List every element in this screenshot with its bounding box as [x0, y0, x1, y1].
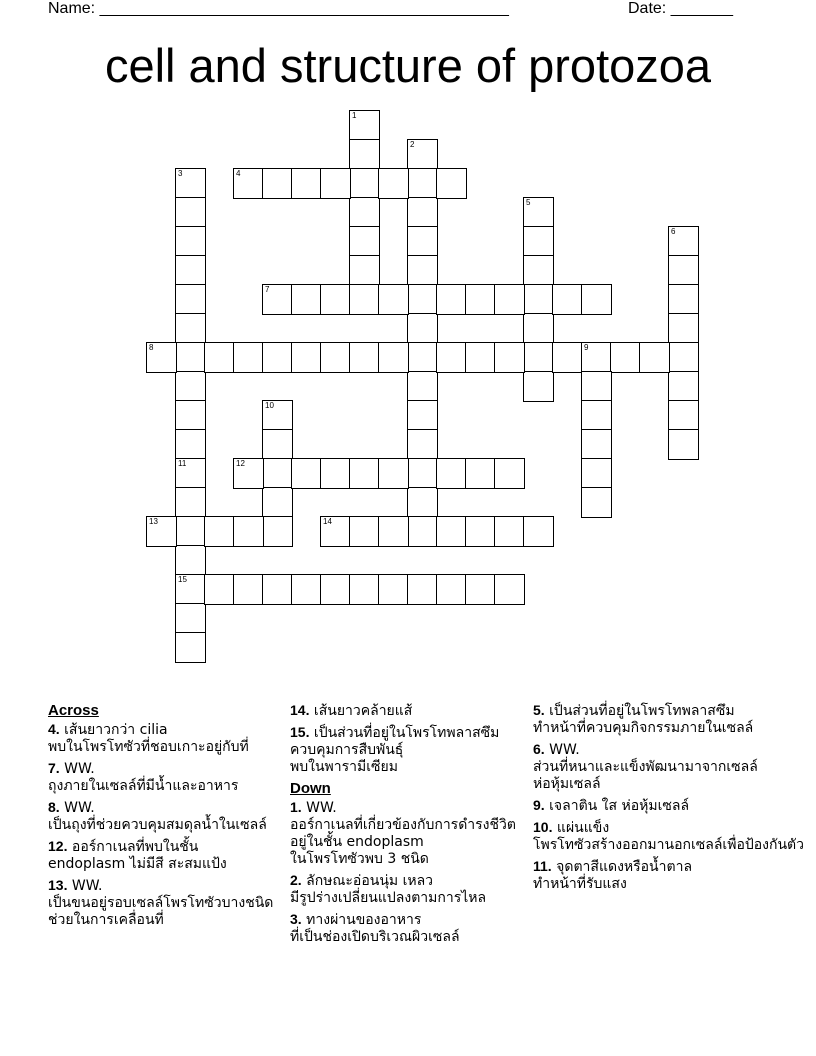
crossword-cell[interactable]	[407, 458, 438, 489]
crossword-cell[interactable]	[494, 284, 525, 315]
crossword-cell[interactable]	[320, 284, 351, 315]
cell-number: 8	[149, 343, 154, 352]
crossword-cell[interactable]	[146, 516, 177, 547]
clue-column-2	[290, 702, 526, 950]
clue-text: ออร์กาเนลที่เกี่ยวข้องกับการดำรงชีวิต	[290, 817, 516, 833]
crossword-cell[interactable]	[262, 342, 293, 373]
cell-number: 13	[149, 517, 158, 526]
crossword-cell[interactable]	[581, 371, 612, 402]
crossword-cell[interactable]	[407, 313, 438, 344]
crossword-cell[interactable]	[407, 197, 438, 228]
crossword-cell[interactable]	[291, 458, 322, 489]
crossword-cell[interactable]	[262, 284, 293, 315]
crossword-cell[interactable]	[668, 284, 699, 315]
clue-text: ห่อหุ้มเซลล์	[533, 776, 601, 792]
clue-text: พบในโพรโทซัวที่ชอบเกาะอยู่กับที่	[48, 739, 249, 755]
crossword-cell[interactable]	[668, 255, 699, 286]
down-heading: Down	[290, 780, 331, 797]
crossword-cell[interactable]	[407, 168, 438, 199]
clue-number: 3.	[290, 911, 302, 927]
crossword-cell[interactable]	[320, 516, 351, 547]
crossword-cell[interactable]	[320, 342, 351, 373]
crossword-cell[interactable]	[436, 574, 467, 605]
crossword-cell[interactable]	[175, 168, 206, 199]
crossword-cell[interactable]	[668, 342, 699, 373]
crossword-cell[interactable]	[494, 458, 525, 489]
clue-text: endoplasm ไม่มีสี สะสมแป้ง	[48, 856, 227, 872]
cell-number: 12	[236, 459, 245, 468]
cell-number: 6	[671, 227, 676, 236]
crossword-cell[interactable]	[552, 342, 583, 373]
crossword-cell[interactable]	[378, 516, 409, 547]
crossword-cell[interactable]	[291, 168, 322, 199]
crossword-cell[interactable]	[523, 313, 554, 344]
clue-text: อยู่ในชั้น endoplasm	[290, 834, 424, 850]
crossword-cell[interactable]	[407, 516, 438, 547]
clue-item	[290, 702, 526, 720]
crossword-cell[interactable]	[175, 255, 206, 286]
crossword-cell[interactable]	[523, 516, 554, 547]
crossword-cell[interactable]	[378, 574, 409, 605]
crossword-cell[interactable]	[349, 139, 380, 170]
crossword-cell[interactable]	[523, 255, 554, 286]
cell-number: 11	[178, 459, 187, 468]
crossword-cell[interactable]	[349, 342, 380, 373]
clue-number: 7.	[48, 760, 60, 776]
clue-number: 6.	[533, 741, 545, 757]
crossword-cell[interactable]	[175, 400, 206, 431]
clue-number: 8.	[48, 799, 60, 815]
crossword-cell[interactable]	[668, 429, 699, 460]
clue-item	[533, 741, 769, 793]
crossword-cell[interactable]	[407, 284, 438, 315]
clue-number: 9.	[533, 797, 545, 813]
clue-text: ช่วยในการเคลื่อนที่	[48, 912, 164, 928]
name-field-label: Name: ______________________________________________	[48, 0, 509, 17]
clue-text: ทำหน้าที่ควบคุมกิจกรรมภายในเซลล์	[533, 720, 754, 736]
clue-item	[48, 760, 286, 795]
clue-item	[533, 797, 769, 815]
crossword-cell[interactable]	[146, 342, 177, 373]
clue-item	[533, 702, 769, 737]
clue-item	[290, 724, 526, 776]
clue-text: เส้นยาวกว่า cilia	[64, 722, 168, 738]
crossword-cell[interactable]	[436, 516, 467, 547]
crossword-cell[interactable]	[233, 342, 264, 373]
page-title: cell and structure of protozoa	[104, 39, 712, 92]
crossword-cell[interactable]	[581, 342, 612, 373]
crossword-cell[interactable]	[175, 487, 206, 518]
crossword-cell[interactable]	[581, 400, 612, 431]
crossword-cell[interactable]	[523, 284, 554, 315]
clue-text: เป็นขนอยู่รอบเซลล์โพรโทซัวบางชนิด	[48, 895, 274, 911]
crossword-cell[interactable]	[262, 400, 293, 431]
crossword-cell[interactable]	[349, 226, 380, 257]
crossword-cell[interactable]	[668, 400, 699, 431]
crossword-cell[interactable]	[668, 313, 699, 344]
clue-item	[48, 838, 286, 873]
clue-text: ลักษณะอ่อนนุ่ม เหลว	[306, 873, 434, 889]
crossword-cell[interactable]	[523, 226, 554, 257]
crossword-cell[interactable]	[262, 429, 293, 460]
crossword-cell[interactable]	[262, 487, 293, 518]
crossword-cell[interactable]	[465, 458, 496, 489]
clue-number: 5.	[533, 702, 545, 718]
cell-number: 5	[526, 198, 531, 207]
clue-item	[48, 721, 286, 756]
crossword-cell[interactable]	[407, 487, 438, 518]
crossword-cell[interactable]	[175, 313, 206, 344]
clue-text: ส่วนที่หนาและแข็งพัฒนามาจากเซลล์	[533, 759, 758, 775]
clue-number: 15.	[290, 724, 310, 740]
crossword-cell[interactable]	[320, 458, 351, 489]
clue-text: พบในพารามีเซียม	[290, 759, 398, 775]
crossword-cell[interactable]	[407, 371, 438, 402]
crossword-cell[interactable]	[262, 516, 293, 547]
crossword-cell[interactable]	[552, 284, 583, 315]
crossword-cell[interactable]	[349, 516, 380, 547]
clue-text: WW.	[306, 800, 337, 816]
crossword-cell[interactable]	[291, 574, 322, 605]
crossword-cell[interactable]	[668, 371, 699, 402]
crossword-cell[interactable]	[378, 168, 409, 199]
clue-text: มีรูปร่างเปลี่ยนแปลงตามการไหล	[290, 890, 487, 906]
crossword-cell[interactable]	[407, 342, 438, 373]
crossword-cell[interactable]	[175, 284, 206, 315]
crossword-cell[interactable]	[378, 342, 409, 373]
clue-text: ถุงภายในเซลล์ที่มีน้ำและอาหาร	[48, 778, 239, 794]
crossword-cell[interactable]	[320, 574, 351, 605]
crossword-cell[interactable]	[204, 574, 235, 605]
crossword-cell[interactable]	[349, 284, 380, 315]
clue-text: WW.	[71, 878, 103, 894]
clue-text: ทางผ่านของอาหาร	[306, 912, 422, 928]
crossword-cell[interactable]	[581, 458, 612, 489]
crossword-cell[interactable]	[494, 574, 525, 605]
clue-text: WW.	[549, 742, 580, 758]
clue-number: 14.	[290, 702, 310, 718]
crossword-cell[interactable]	[349, 458, 380, 489]
crossword-cell[interactable]	[378, 458, 409, 489]
cell-number: 2	[410, 140, 415, 149]
clue-number: 13.	[48, 877, 68, 893]
crossword-cell[interactable]	[175, 429, 206, 460]
clue-text: ออร์กาเนลที่พบในชั้น	[71, 839, 199, 855]
crossword-cell[interactable]	[349, 110, 380, 141]
crossword-cell[interactable]	[494, 516, 525, 547]
crossword-cell[interactable]	[523, 197, 554, 228]
crossword-cell[interactable]	[639, 342, 670, 373]
crossword-cell[interactable]	[175, 516, 206, 547]
clue-number: 10.	[533, 819, 553, 835]
clue-number: 2.	[290, 872, 302, 888]
crossword-cell[interactable]	[175, 371, 206, 402]
crossword-cell[interactable]	[175, 603, 206, 634]
cell-number: 14	[323, 517, 332, 526]
clue-text: เป็นถุงที่ช่วยควบคุมสมดุลน้ำในเซลล์	[48, 817, 267, 833]
crossword-cell[interactable]	[436, 342, 467, 373]
crossword-cell[interactable]	[204, 342, 235, 373]
crossword-cell[interactable]	[175, 342, 206, 373]
clue-text: โพรโทซัวสร้างออกมานอกเซลล์เพื่อป้องกันตัว	[533, 837, 804, 853]
clue-text: WW.	[64, 761, 95, 777]
date-field-label: Date: _______	[628, 0, 733, 17]
cell-number: 3	[178, 169, 183, 178]
clue-text: เป็นส่วนที่อยู่ในโพรโทพลาสซึม	[549, 703, 735, 719]
crossword-cell[interactable]	[465, 284, 496, 315]
clue-text: ในโพรโทซัวพบ 3 ชนิด	[290, 851, 429, 867]
crossword-cell[interactable]	[668, 226, 699, 257]
crossword-cell[interactable]	[436, 458, 467, 489]
cell-number: 1	[352, 111, 357, 120]
clue-text: ควบคุมการสืบพันธุ์	[290, 742, 404, 758]
crossword-cell[interactable]	[175, 632, 206, 663]
crossword-cell[interactable]	[581, 284, 612, 315]
crossword-cell[interactable]	[581, 429, 612, 460]
clue-text: WW.	[64, 800, 95, 816]
crossword-cell[interactable]	[233, 516, 264, 547]
cell-number: 4	[236, 169, 241, 178]
crossword-cell[interactable]	[291, 284, 322, 315]
crossword-cell[interactable]	[465, 574, 496, 605]
crossword-cell[interactable]	[436, 284, 467, 315]
crossword-cell[interactable]	[233, 574, 264, 605]
clue-item	[48, 799, 286, 834]
crossword-cell[interactable]	[378, 284, 409, 315]
crossword-cell[interactable]	[407, 139, 438, 170]
clue-text: ที่เป็นช่องเปิดบริเวณผิวเซลล์	[290, 929, 460, 945]
cell-number: 15	[178, 575, 187, 584]
crossword-cell[interactable]	[407, 255, 438, 286]
crossword-cell[interactable]	[407, 400, 438, 431]
crossword-cell[interactable]	[523, 371, 554, 402]
crossword-cell[interactable]	[407, 574, 438, 605]
crossword-cell[interactable]	[610, 342, 641, 373]
crossword-cell[interactable]	[349, 255, 380, 286]
clue-column-3	[533, 702, 804, 897]
crossword-cell[interactable]	[349, 197, 380, 228]
crossword-cell[interactable]	[233, 168, 264, 199]
crossword-cell[interactable]	[523, 342, 554, 373]
clue-text: เส้นยาวคล้ายแส้	[313, 703, 413, 719]
clue-text: ทำหน้าที่รับแสง	[533, 876, 627, 892]
crossword-cell[interactable]	[407, 429, 438, 460]
crossword-cell[interactable]	[262, 574, 293, 605]
clue-column-1	[48, 702, 286, 933]
clue-item	[290, 911, 526, 946]
clue-item	[533, 858, 769, 893]
crossword-cell[interactable]	[465, 342, 496, 373]
clue-number: 11.	[533, 858, 552, 874]
crossword-cell[interactable]	[465, 516, 496, 547]
crossword-cell[interactable]	[175, 574, 206, 605]
clue-item	[48, 877, 286, 929]
crossword-cell[interactable]	[262, 168, 293, 199]
cell-number: 9	[584, 343, 589, 352]
crossword-cell[interactable]	[175, 545, 206, 576]
crossword-cell[interactable]	[320, 168, 351, 199]
clue-text: แผ่นแข็ง	[556, 820, 610, 836]
clue-item	[290, 799, 526, 868]
clue-text: เจลาติน ใส ห่อหุ้มเซลล์	[549, 798, 690, 814]
crossword-cell[interactable]	[581, 487, 612, 518]
cell-number: 7	[265, 285, 270, 294]
crossword-cell[interactable]	[175, 197, 206, 228]
clue-item	[533, 819, 804, 854]
clue-number: 1.	[290, 799, 302, 815]
crossword-cell[interactable]	[204, 516, 235, 547]
clue-text: เป็นส่วนที่อยู่ในโพรโทพลาสซึม	[313, 725, 500, 741]
clue-number: 4.	[48, 721, 60, 737]
crossword-cell[interactable]	[349, 574, 380, 605]
crossword-cell[interactable]	[436, 168, 467, 199]
clue-number: 12.	[48, 838, 68, 854]
crossword-cell[interactable]	[233, 458, 264, 489]
crossword-cell[interactable]	[291, 342, 322, 373]
crossword-cell[interactable]	[407, 226, 438, 257]
crossword-cell[interactable]	[175, 226, 206, 257]
clue-item	[290, 872, 526, 907]
crossword-cell[interactable]	[262, 458, 293, 489]
across-heading: Across	[48, 702, 99, 719]
crossword-cell[interactable]	[349, 168, 380, 199]
clue-text: จุดตาสีแดงหรือน้ำตาล	[556, 859, 693, 875]
crossword-cell[interactable]	[175, 458, 206, 489]
crossword-cell[interactable]	[494, 342, 525, 373]
cell-number: 10	[265, 401, 274, 410]
